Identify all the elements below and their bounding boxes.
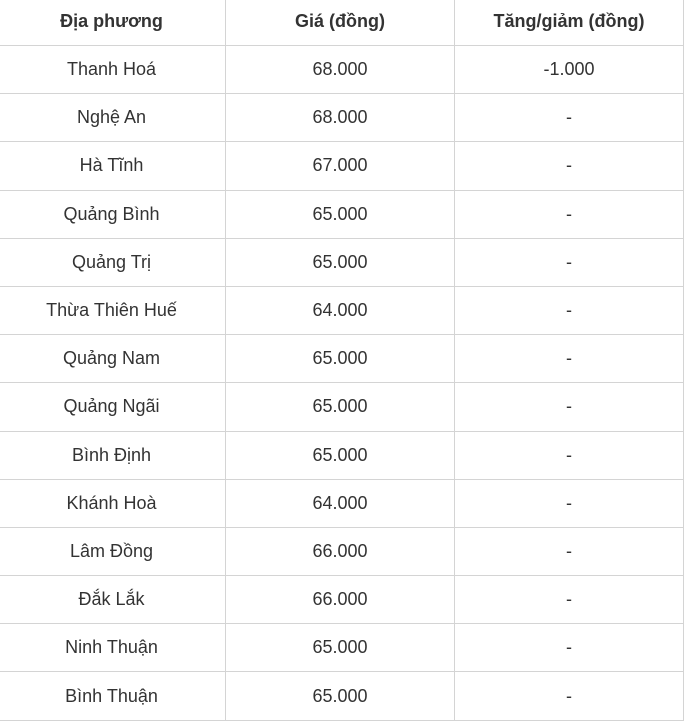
price-cell: 65.000 xyxy=(226,238,455,286)
change-cell: - xyxy=(455,672,684,720)
region-cell: Ninh Thuận xyxy=(0,624,226,672)
change-cell: -1.000 xyxy=(455,46,684,94)
table-row xyxy=(0,383,684,431)
table-row xyxy=(0,46,684,94)
change-cell: - xyxy=(455,431,684,479)
table-body xyxy=(0,46,684,721)
region-cell: Thanh Hoá xyxy=(0,46,226,94)
change-cell: - xyxy=(455,527,684,575)
price-cell: 67.000 xyxy=(226,142,455,190)
table-header xyxy=(0,0,684,46)
header-region: Địa phương xyxy=(0,0,226,46)
region-cell: Quảng Ngãi xyxy=(0,383,226,431)
table-row xyxy=(0,672,684,720)
region-cell: Quảng Bình xyxy=(0,190,226,238)
price-cell: 64.000 xyxy=(226,286,455,334)
change-cell: - xyxy=(455,286,684,334)
region-cell: Thừa Thiên Huế xyxy=(0,286,226,334)
change-cell: - xyxy=(455,94,684,142)
region-cell: Quảng Trị xyxy=(0,238,226,286)
region-cell: Nghệ An xyxy=(0,94,226,142)
price-cell: 65.000 xyxy=(226,335,455,383)
price-cell: 68.000 xyxy=(226,94,455,142)
change-cell: - xyxy=(455,238,684,286)
change-cell: - xyxy=(455,142,684,190)
region-cell: Quảng Nam xyxy=(0,335,226,383)
region-cell: Bình Thuận xyxy=(0,672,226,720)
price-cell: 66.000 xyxy=(226,527,455,575)
change-cell: - xyxy=(455,383,684,431)
change-cell: - xyxy=(455,190,684,238)
price-cell: 65.000 xyxy=(226,190,455,238)
change-cell: - xyxy=(455,335,684,383)
table-row xyxy=(0,576,684,624)
table-row xyxy=(0,624,684,672)
table-row xyxy=(0,286,684,334)
table-row xyxy=(0,335,684,383)
price-cell: 65.000 xyxy=(226,383,455,431)
table-row xyxy=(0,190,684,238)
header-row xyxy=(0,0,684,46)
change-cell: - xyxy=(455,479,684,527)
table-row xyxy=(0,238,684,286)
price-cell: 65.000 xyxy=(226,431,455,479)
change-cell: - xyxy=(455,576,684,624)
region-cell: Lâm Đồng xyxy=(0,527,226,575)
price-cell: 64.000 xyxy=(226,479,455,527)
price-cell: 65.000 xyxy=(226,672,455,720)
region-cell: Đắk Lắk xyxy=(0,576,226,624)
table-row xyxy=(0,527,684,575)
change-cell: - xyxy=(455,624,684,672)
price-cell: 68.000 xyxy=(226,46,455,94)
region-cell: Khánh Hoà xyxy=(0,479,226,527)
table-row xyxy=(0,94,684,142)
price-cell: 65.000 xyxy=(226,624,455,672)
price-cell: 66.000 xyxy=(226,576,455,624)
table-row xyxy=(0,431,684,479)
table-row xyxy=(0,479,684,527)
table-row xyxy=(0,142,684,190)
header-price: Giá (đồng) xyxy=(226,0,455,46)
region-cell: Bình Định xyxy=(0,431,226,479)
header-change: Tăng/giảm (đồng) xyxy=(455,0,684,46)
region-cell: Hà Tĩnh xyxy=(0,142,226,190)
